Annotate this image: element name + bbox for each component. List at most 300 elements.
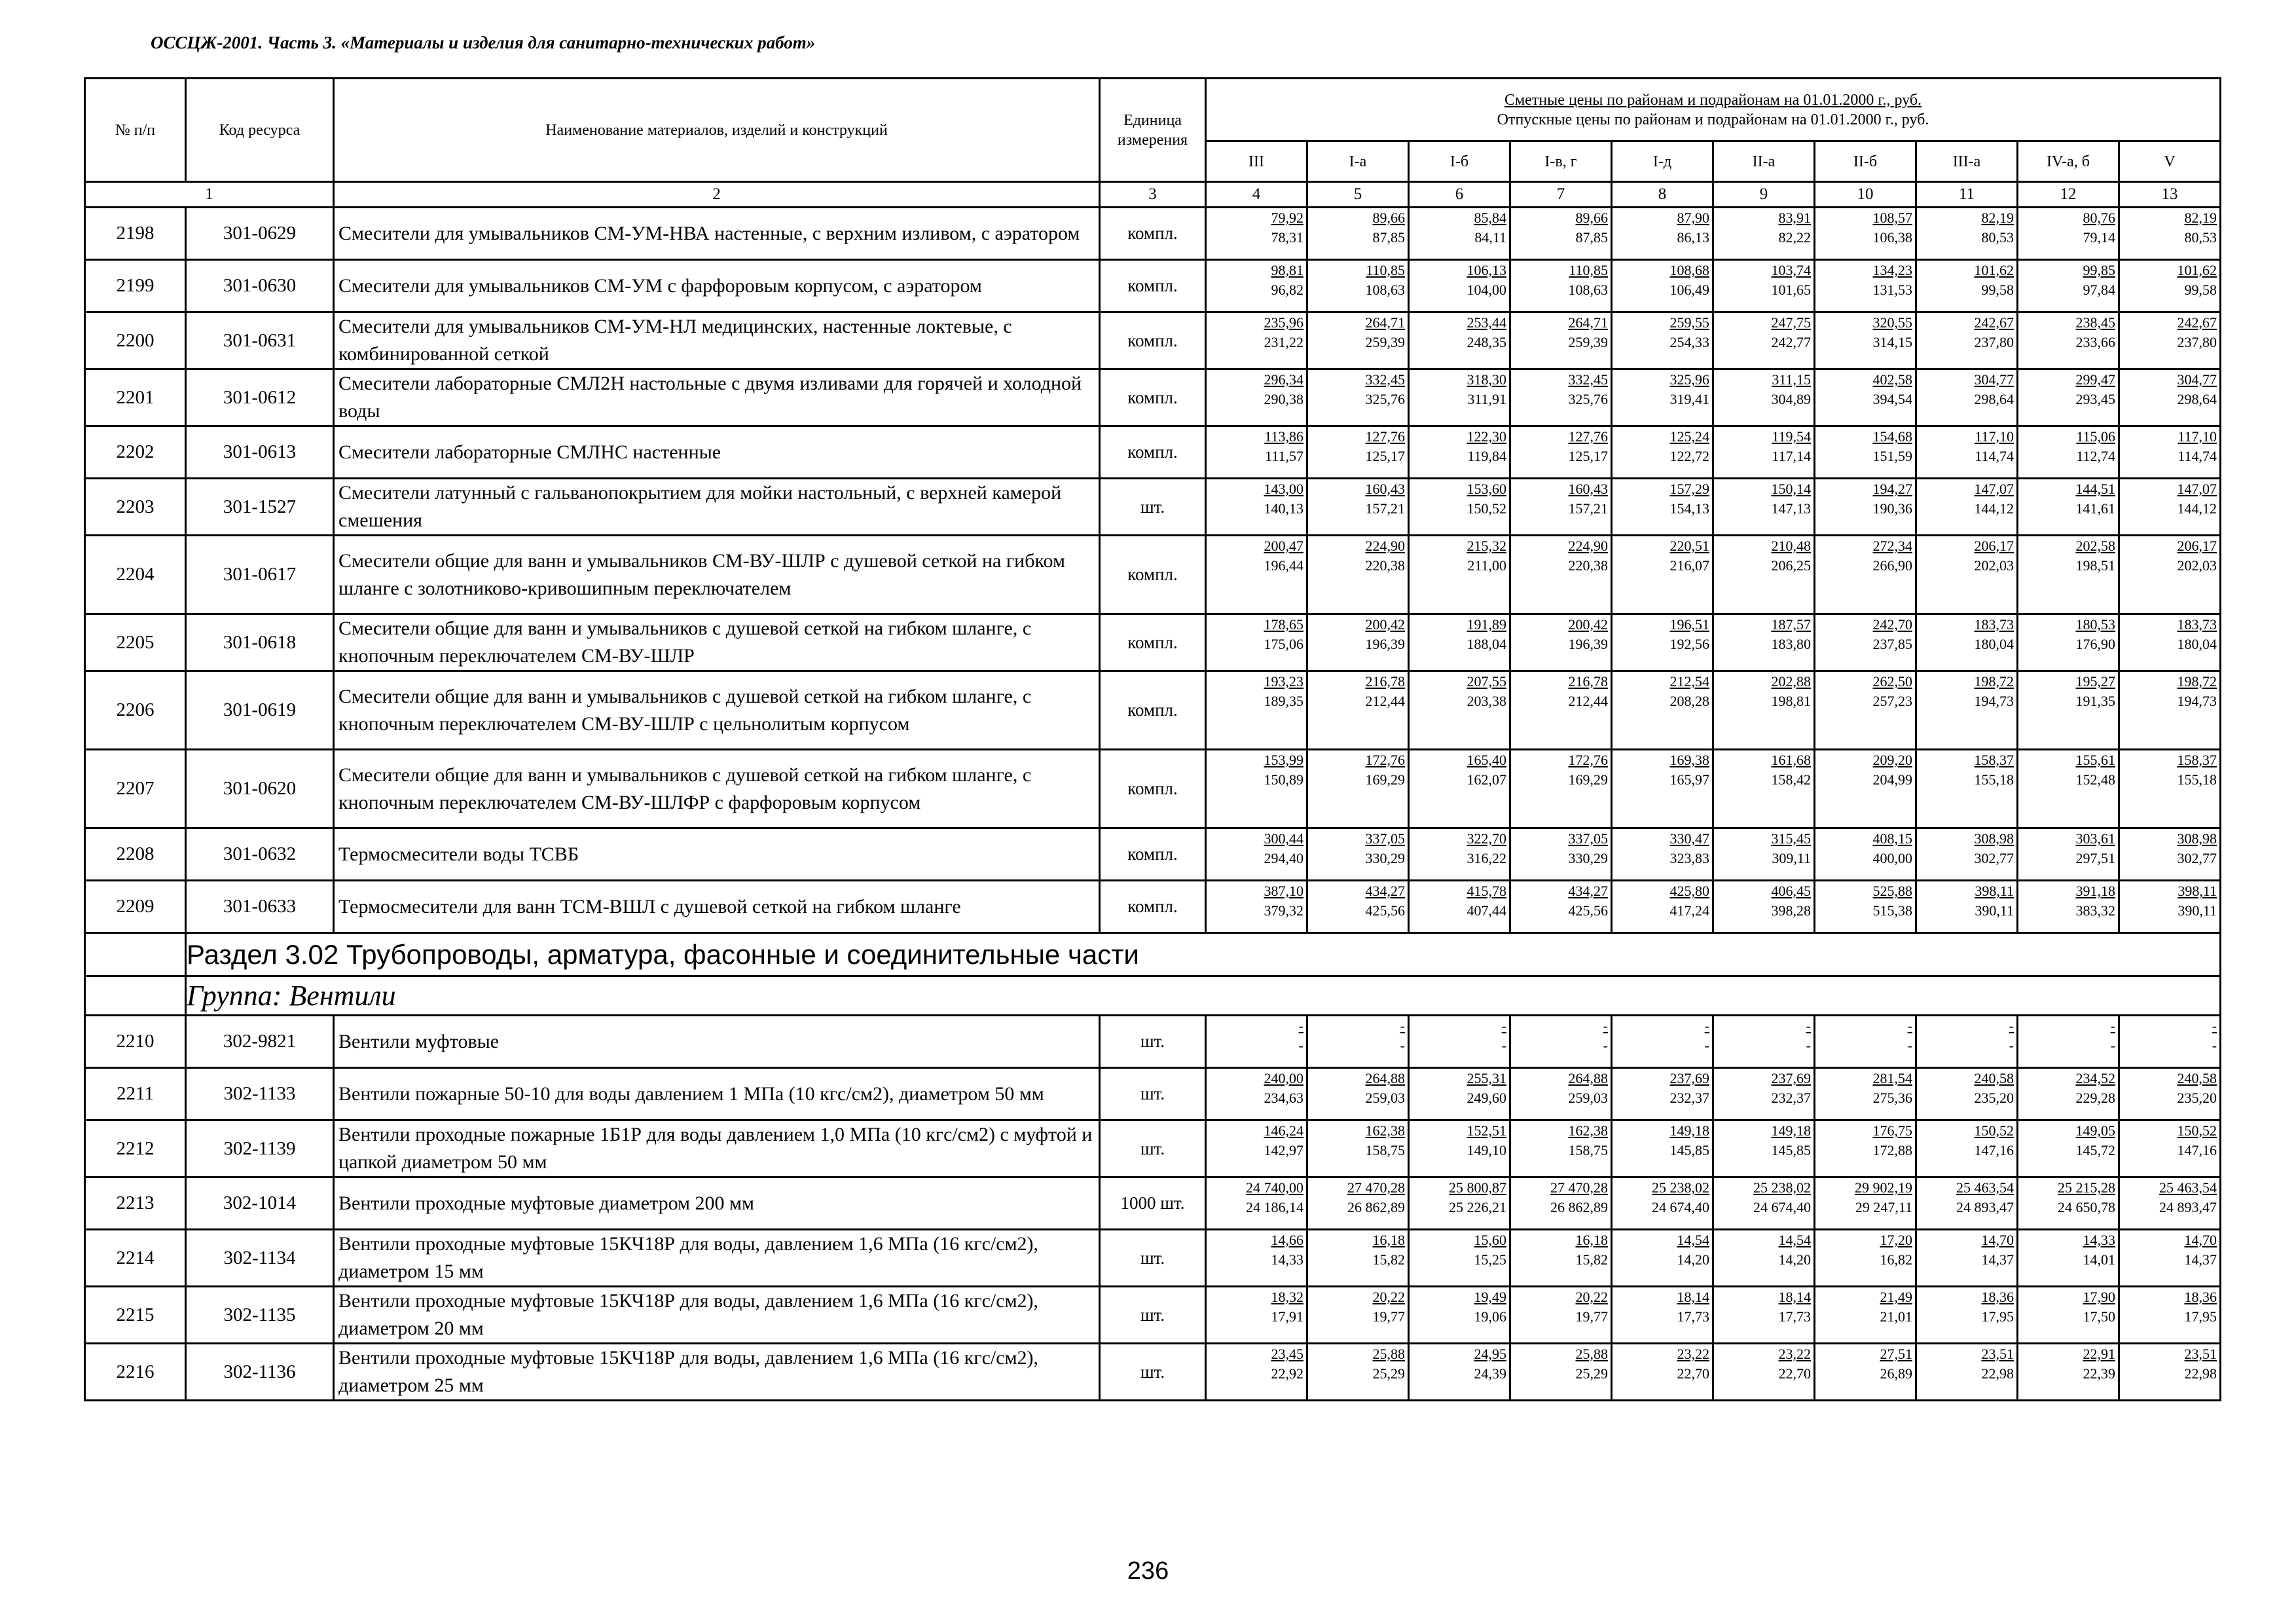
price-cell xyxy=(1409,1287,1510,1344)
wholesale-price: 14,37 xyxy=(1981,1251,2014,1268)
price-cell xyxy=(2018,881,2119,933)
estimate-price: 147,07 xyxy=(2177,481,2217,497)
wholesale-price: 25,29 xyxy=(1372,1365,1405,1382)
estimate-price: 264,88 xyxy=(1365,1070,1405,1086)
wholesale-price: 14,33 xyxy=(1271,1251,1303,1268)
estimate-price: 80,76 xyxy=(2083,210,2115,226)
wholesale-price: 162,07 xyxy=(1467,771,1506,788)
item-unit: шт. xyxy=(1100,1344,1206,1401)
estimate-price: 240,00 xyxy=(1264,1070,1303,1086)
price-cell xyxy=(2018,750,2119,828)
wholesale-price: 175,06 xyxy=(1264,636,1303,652)
header-region: I-б xyxy=(1409,141,1510,182)
wholesale-price: 104,00 xyxy=(1467,282,1506,298)
estimate-price: 322,70 xyxy=(1467,830,1506,847)
resource-code: 302-9821 xyxy=(186,1016,334,1068)
wholesale-price: 147,13 xyxy=(1771,500,1811,517)
wholesale-price: 24 893,47 xyxy=(1956,1199,2014,1215)
estimate-price: - xyxy=(1400,1018,1405,1034)
wholesale-price: 25,29 xyxy=(1575,1365,1608,1382)
price-cell xyxy=(1713,1120,1815,1177)
price-cell xyxy=(2018,1287,2119,1344)
price-cell xyxy=(1206,881,1307,933)
price-cell xyxy=(2119,369,2221,426)
price-cell xyxy=(1713,671,1815,750)
price-cell xyxy=(1206,312,1307,369)
wholesale-price: 80,53 xyxy=(1981,229,2014,246)
wholesale-price: 14,01 xyxy=(2083,1251,2115,1268)
wholesale-price: 29 247,11 xyxy=(1855,1199,1912,1215)
price-cell xyxy=(1510,614,1612,671)
price-cell xyxy=(2119,1120,2221,1177)
wholesale-price: 198,81 xyxy=(1771,693,1811,709)
wholesale-price: 323,83 xyxy=(1669,850,1709,866)
estimate-price: 17,20 xyxy=(1880,1232,1912,1248)
price-cell xyxy=(2119,1068,2221,1120)
estimate-price: 237,69 xyxy=(1771,1070,1811,1086)
wholesale-price: 220,38 xyxy=(1365,557,1405,574)
price-cell xyxy=(1916,671,2018,750)
price-cell xyxy=(1815,1177,1916,1230)
estimate-price: 212,54 xyxy=(1669,673,1709,690)
price-cell xyxy=(2119,1230,2221,1287)
price-cell xyxy=(1510,1120,1612,1177)
wholesale-price: 196,39 xyxy=(1568,636,1608,652)
wholesale-price: 16,82 xyxy=(1880,1251,1912,1268)
price-cell xyxy=(2018,312,2119,369)
wholesale-price: 14,20 xyxy=(1778,1251,1811,1268)
price-cell xyxy=(1713,1344,1815,1401)
estimate-price: 150,14 xyxy=(1771,481,1811,497)
estimate-price: 242,67 xyxy=(2177,314,2217,331)
wholesale-price: 407,44 xyxy=(1467,902,1506,919)
wholesale-price: 21,01 xyxy=(1880,1308,1912,1325)
wholesale-price: - xyxy=(2212,1037,2217,1054)
wholesale-price: 311,91 xyxy=(1467,391,1506,407)
price-cell xyxy=(1510,426,1612,479)
price-cell xyxy=(1815,1068,1916,1120)
wholesale-price: 231,22 xyxy=(1264,334,1303,350)
estimate-price: 398,11 xyxy=(2178,883,2217,899)
wholesale-price: 298,64 xyxy=(1974,391,2014,407)
table-row xyxy=(85,1287,2221,1344)
header-name: Наименование материалов, изделий и конструкций xyxy=(334,79,1100,182)
row-number: 2207 xyxy=(85,750,186,828)
price-cell xyxy=(1713,1230,1815,1287)
wholesale-price: 169,29 xyxy=(1568,771,1608,788)
wholesale-price: 145,85 xyxy=(1669,1142,1709,1158)
price-cell xyxy=(1815,671,1916,750)
estimate-price: 425,80 xyxy=(1669,883,1709,899)
wholesale-price: 155,18 xyxy=(1974,771,2014,788)
wholesale-price: 22,98 xyxy=(2184,1365,2217,1382)
price-cell xyxy=(1713,1016,1815,1068)
item-name: Термосмесители воды ТСВБ xyxy=(334,828,1100,881)
estimate-price: 415,78 xyxy=(1467,883,1506,899)
wholesale-price: 154,13 xyxy=(1669,500,1709,517)
header-region: I-в, г xyxy=(1510,141,1612,182)
wholesale-price: 24 186,14 xyxy=(1246,1199,1303,1215)
wholesale-price: 22,70 xyxy=(1778,1365,1811,1382)
estimate-price: 79,92 xyxy=(1271,210,1303,226)
column-number: 7 xyxy=(1510,182,1612,208)
wholesale-price: 220,38 xyxy=(1568,557,1608,574)
estimate-price: 234,52 xyxy=(2075,1070,2115,1086)
wholesale-price: - xyxy=(1501,1037,1506,1054)
estimate-price: - xyxy=(2212,1018,2217,1034)
price-cell xyxy=(2018,828,2119,881)
price-cell xyxy=(2018,1016,2119,1068)
price-cell xyxy=(1510,1344,1612,1401)
estimate-price: 196,51 xyxy=(1669,616,1709,633)
wholesale-price: 232,37 xyxy=(1669,1090,1709,1106)
resource-code: 302-1139 xyxy=(186,1120,334,1177)
price-cell xyxy=(1713,369,1815,426)
wholesale-price: 204,99 xyxy=(1872,771,1912,788)
wholesale-price: 78,31 xyxy=(1271,229,1303,246)
column-number: 11 xyxy=(1916,182,2018,208)
wholesale-price: 151,59 xyxy=(1872,448,1912,464)
wholesale-price: 22,92 xyxy=(1271,1365,1303,1382)
price-cell xyxy=(1713,614,1815,671)
estimate-price: 303,61 xyxy=(2075,830,2115,847)
estimate-price: 85,84 xyxy=(1474,210,1506,226)
estimate-price: 178,65 xyxy=(1264,616,1303,633)
estimate-price: 308,98 xyxy=(1974,830,2014,847)
price-cell xyxy=(2018,671,2119,750)
wholesale-price: 379,32 xyxy=(1264,902,1303,919)
estimate-price: 108,57 xyxy=(1872,210,1912,226)
wholesale-price: 25 226,21 xyxy=(1449,1199,1506,1215)
wholesale-price: 196,44 xyxy=(1264,557,1303,574)
header-region: III-а xyxy=(1916,141,2018,182)
wholesale-price: 212,44 xyxy=(1365,693,1405,709)
estimate-price: 220,51 xyxy=(1669,538,1709,554)
estimate-price: 108,68 xyxy=(1669,262,1709,278)
price-cell xyxy=(1307,750,1409,828)
price-cell xyxy=(2119,750,2221,828)
price-cell xyxy=(1307,208,1409,260)
price-cell xyxy=(1307,426,1409,479)
estimate-price: 235,96 xyxy=(1264,314,1303,331)
estimate-price: 18,14 xyxy=(1778,1289,1811,1305)
resource-code: 301-0612 xyxy=(186,369,334,426)
estimate-price: 202,88 xyxy=(1771,673,1811,690)
resource-code: 301-0631 xyxy=(186,312,334,369)
price-cell xyxy=(1612,671,1713,750)
wholesale-price: 259,03 xyxy=(1568,1090,1608,1106)
item-unit: компл. xyxy=(1100,208,1206,260)
price-cell xyxy=(1815,1120,1916,1177)
wholesale-price: - xyxy=(1400,1037,1405,1054)
wholesale-price: 22,70 xyxy=(1677,1365,1709,1382)
estimate-price: 18,14 xyxy=(1677,1289,1709,1305)
wholesale-price: 211,00 xyxy=(1467,557,1506,574)
wholesale-price: 203,38 xyxy=(1467,693,1506,709)
wholesale-price: 114,74 xyxy=(1975,448,2014,464)
estimate-price: 14,54 xyxy=(1677,1232,1709,1248)
price-cell xyxy=(2119,312,2221,369)
price-cell xyxy=(1206,369,1307,426)
price-cell xyxy=(1206,1287,1307,1344)
price-cell xyxy=(1713,536,1815,614)
estimate-price: 237,69 xyxy=(1669,1070,1709,1086)
estimate-price: 195,27 xyxy=(2075,673,2115,690)
estimate-price: 215,32 xyxy=(1467,538,1506,554)
table-row xyxy=(85,828,2221,881)
price-cell xyxy=(1713,312,1815,369)
price-cell xyxy=(1612,1344,1713,1401)
wholesale-price: 119,84 xyxy=(1467,448,1506,464)
estimate-price: 180,53 xyxy=(2075,616,2115,633)
price-cell xyxy=(1206,1068,1307,1120)
estimate-price: 110,85 xyxy=(1366,262,1405,278)
price-cell xyxy=(1409,1344,1510,1401)
resource-code: 302-1136 xyxy=(186,1344,334,1401)
estimate-price: 332,45 xyxy=(1365,371,1405,388)
wholesale-price: 257,23 xyxy=(1872,693,1912,709)
item-name: Вентили проходные муфтовые 15КЧ18Р для воды, давлением 1,6 МПа (16 кгс/см2), диаметром 20 мм xyxy=(334,1287,1100,1344)
estimate-price: 106,13 xyxy=(1467,262,1506,278)
estimate-price: 15,60 xyxy=(1474,1232,1506,1248)
wholesale-price: 26 862,89 xyxy=(1550,1199,1608,1215)
estimate-price: 154,68 xyxy=(1872,428,1912,445)
item-unit: шт. xyxy=(1100,1230,1206,1287)
estimate-price: 153,60 xyxy=(1467,481,1506,497)
price-cell xyxy=(1409,260,1510,312)
estimate-price: 300,44 xyxy=(1264,830,1303,847)
price-cell xyxy=(2018,1068,2119,1120)
wholesale-price: 24,39 xyxy=(1474,1365,1506,1382)
row-number: 2211 xyxy=(85,1068,186,1120)
estimate-price: 299,47 xyxy=(2075,371,2115,388)
row-number: 2199 xyxy=(85,260,186,312)
price-cell xyxy=(1815,1344,1916,1401)
wholesale-price: 26,89 xyxy=(1880,1365,1912,1382)
estimate-price: 146,24 xyxy=(1264,1122,1303,1139)
wholesale-price: 330,29 xyxy=(1365,850,1405,866)
price-cell xyxy=(1409,1177,1510,1230)
wholesale-price: 196,39 xyxy=(1365,636,1405,652)
estimate-price: 318,30 xyxy=(1467,371,1506,388)
price-cell xyxy=(1409,369,1510,426)
price-cell xyxy=(2018,1344,2119,1401)
item-name: Смесители общие для ванн и умывальников СМ-ВУ-ШЛР с душевой сеткой на гибком шланге с золотниково-кривошипным переключателем xyxy=(334,536,1100,614)
estimate-price: 134,23 xyxy=(1872,262,1912,278)
wholesale-price: 144,12 xyxy=(2177,500,2217,517)
resource-code: 301-0619 xyxy=(186,671,334,750)
estimate-price: 172,76 xyxy=(1568,752,1608,768)
item-name: Вентили пожарные 50-10 для воды давлением 1 МПа (10 кгс/см2), диаметром 50 мм xyxy=(334,1068,1100,1120)
wholesale-price: 515,38 xyxy=(1872,902,1912,919)
estimate-price: 18,32 xyxy=(1271,1289,1303,1305)
price-cell xyxy=(1612,260,1713,312)
wholesale-price: 15,25 xyxy=(1474,1251,1506,1268)
price-cell xyxy=(2119,1344,2221,1401)
price-cell xyxy=(1612,208,1713,260)
wholesale-price: 24 674,40 xyxy=(1652,1199,1709,1215)
estimate-price: 224,90 xyxy=(1568,538,1608,554)
estimate-price: 150,52 xyxy=(2177,1122,2217,1139)
estimate-price: 304,77 xyxy=(2177,371,2217,388)
wholesale-price: 101,65 xyxy=(1771,282,1811,298)
wholesale-price: 325,76 xyxy=(1365,391,1405,407)
wholesale-price: 26 862,89 xyxy=(1347,1199,1405,1215)
price-cell xyxy=(1713,208,1815,260)
wholesale-price: 297,51 xyxy=(2075,850,2115,866)
price-cell xyxy=(1916,1120,2018,1177)
price-cell xyxy=(2119,536,2221,614)
item-unit: шт. xyxy=(1100,1068,1206,1120)
wholesale-price: 150,52 xyxy=(1467,500,1506,517)
estimate-price: 165,40 xyxy=(1467,752,1506,768)
price-cell xyxy=(1206,208,1307,260)
wholesale-price: 183,80 xyxy=(1771,636,1811,652)
item-name: Термосмесители для ванн ТСМ-ВШЛ с душевой сеткой на гибком шланге xyxy=(334,881,1100,933)
wholesale-price: 304,89 xyxy=(1771,391,1811,407)
estimate-price: 89,66 xyxy=(1575,210,1608,226)
row-number: 2200 xyxy=(85,312,186,369)
wholesale-price: 319,41 xyxy=(1669,391,1709,407)
row-number: 2201 xyxy=(85,369,186,426)
estimate-price: 157,29 xyxy=(1669,481,1709,497)
price-cell xyxy=(1815,1287,1916,1344)
resource-code: 301-0629 xyxy=(186,208,334,260)
price-cell xyxy=(2018,536,2119,614)
estimate-price: 202,58 xyxy=(2075,538,2115,554)
estimate-price: 27,51 xyxy=(1880,1346,1912,1362)
price-cell xyxy=(1409,828,1510,881)
wholesale-price: 249,60 xyxy=(1467,1090,1506,1106)
wholesale-price: 390,11 xyxy=(2178,902,2217,919)
estimate-price: 158,37 xyxy=(1974,752,2014,768)
wholesale-price: 290,38 xyxy=(1264,391,1303,407)
estimate-price: - xyxy=(1298,1018,1303,1034)
estimate-price: 23,51 xyxy=(1981,1346,2014,1362)
estimate-price: 408,15 xyxy=(1872,830,1912,847)
estimate-price: 398,11 xyxy=(1975,883,2014,899)
estimate-price: 19,49 xyxy=(1474,1289,1506,1305)
price-cell xyxy=(1510,312,1612,369)
estimate-price: 198,72 xyxy=(1974,673,2014,690)
estimate-price: 23,45 xyxy=(1271,1346,1303,1362)
wholesale-price: 111,57 xyxy=(1265,448,1303,464)
item-name: Смесители латунный с гальванопокрытием для мойки настольный, с верхней камерой смешения xyxy=(334,479,1100,536)
price-cell xyxy=(1815,208,1916,260)
price-cell xyxy=(2018,479,2119,536)
price-cell xyxy=(1815,312,1916,369)
wholesale-price: 106,49 xyxy=(1669,282,1709,298)
estimate-price: 183,73 xyxy=(1974,616,2014,633)
item-name: Смесители лабораторные СМЛНС настенные xyxy=(334,426,1100,479)
price-cell xyxy=(1307,881,1409,933)
estimate-price: 281,54 xyxy=(1872,1070,1912,1086)
price-cell xyxy=(1307,260,1409,312)
estimate-price: 434,27 xyxy=(1365,883,1405,899)
wholesale-price: 108,63 xyxy=(1365,282,1405,298)
price-cell xyxy=(1713,881,1815,933)
wholesale-price: 142,97 xyxy=(1264,1142,1303,1158)
price-cell xyxy=(1916,536,2018,614)
estimate-price: 89,66 xyxy=(1372,210,1405,226)
price-cell xyxy=(1612,1287,1713,1344)
estimate-price: 296,34 xyxy=(1264,371,1303,388)
price-cell xyxy=(1612,1120,1713,1177)
wholesale-price: 145,85 xyxy=(1771,1142,1811,1158)
header-region: V xyxy=(2119,141,2221,182)
price-cell xyxy=(1612,536,1713,614)
estimate-price: - xyxy=(1806,1018,1811,1034)
column-number: 3 xyxy=(1100,182,1206,208)
wholesale-price: 316,22 xyxy=(1467,850,1506,866)
wholesale-price: 117,14 xyxy=(1772,448,1811,464)
item-unit: шт. xyxy=(1100,1287,1206,1344)
wholesale-price: 80,53 xyxy=(2184,229,2217,246)
section-title: Раздел 3.02 Трубопроводы, арматура, фасонные и соединительные части xyxy=(186,933,2221,976)
wholesale-price: 14,20 xyxy=(1677,1251,1709,1268)
estimate-price: 82,19 xyxy=(2184,210,2217,226)
estimate-price: 210,48 xyxy=(1771,538,1811,554)
estimate-price: 247,75 xyxy=(1771,314,1811,331)
estimate-price: - xyxy=(1501,1018,1506,1034)
price-cell xyxy=(1307,479,1409,536)
wholesale-price: 79,14 xyxy=(2083,229,2115,246)
resource-code: 301-0617 xyxy=(186,536,334,614)
estimate-price: 264,71 xyxy=(1365,314,1405,331)
estimate-price: 14,70 xyxy=(2184,1232,2217,1248)
estimate-price: 264,71 xyxy=(1568,314,1608,331)
price-cell xyxy=(1612,750,1713,828)
estimate-price: - xyxy=(2009,1018,2014,1034)
price-cell xyxy=(2018,1177,2119,1230)
estimate-price: 169,38 xyxy=(1669,752,1709,768)
price-cell xyxy=(1815,1016,1916,1068)
estimate-price: 525,88 xyxy=(1872,883,1912,899)
estimate-price: 264,88 xyxy=(1568,1070,1608,1086)
estimate-price: 402,58 xyxy=(1872,371,1912,388)
wholesale-price: 22,98 xyxy=(1981,1365,2014,1382)
item-unit: компл. xyxy=(1100,671,1206,750)
column-number: 9 xyxy=(1713,182,1815,208)
row-number: 2203 xyxy=(85,479,186,536)
wholesale-price: 176,90 xyxy=(2075,636,2115,652)
wholesale-price: 180,04 xyxy=(1974,636,2014,652)
item-unit: компл. xyxy=(1100,312,1206,369)
table-row xyxy=(85,426,2221,479)
wholesale-price: 400,00 xyxy=(1872,850,1912,866)
wholesale-price: 97,84 xyxy=(2083,282,2115,298)
price-cell xyxy=(1916,1177,2018,1230)
resource-code: 301-0613 xyxy=(186,426,334,479)
estimate-price: 240,58 xyxy=(2177,1070,2217,1086)
estimate-price: 240,58 xyxy=(1974,1070,2014,1086)
price-cell xyxy=(1409,671,1510,750)
item-unit: компл. xyxy=(1100,369,1206,426)
price-cell xyxy=(1206,1230,1307,1287)
estimate-price: 224,90 xyxy=(1365,538,1405,554)
estimate-price: 200,42 xyxy=(1568,616,1608,633)
estimate-price: 160,43 xyxy=(1568,481,1608,497)
wholesale-price: 266,90 xyxy=(1872,557,1912,574)
wholesale-price: - xyxy=(2110,1037,2115,1054)
price-cell xyxy=(2018,1230,2119,1287)
resource-code: 301-0620 xyxy=(186,750,334,828)
estimate-price: 101,62 xyxy=(2177,262,2217,278)
price-cell xyxy=(1307,1016,1409,1068)
table-row xyxy=(85,1120,2221,1177)
estimate-price: 14,33 xyxy=(2083,1232,2115,1248)
price-cell xyxy=(1307,1287,1409,1344)
